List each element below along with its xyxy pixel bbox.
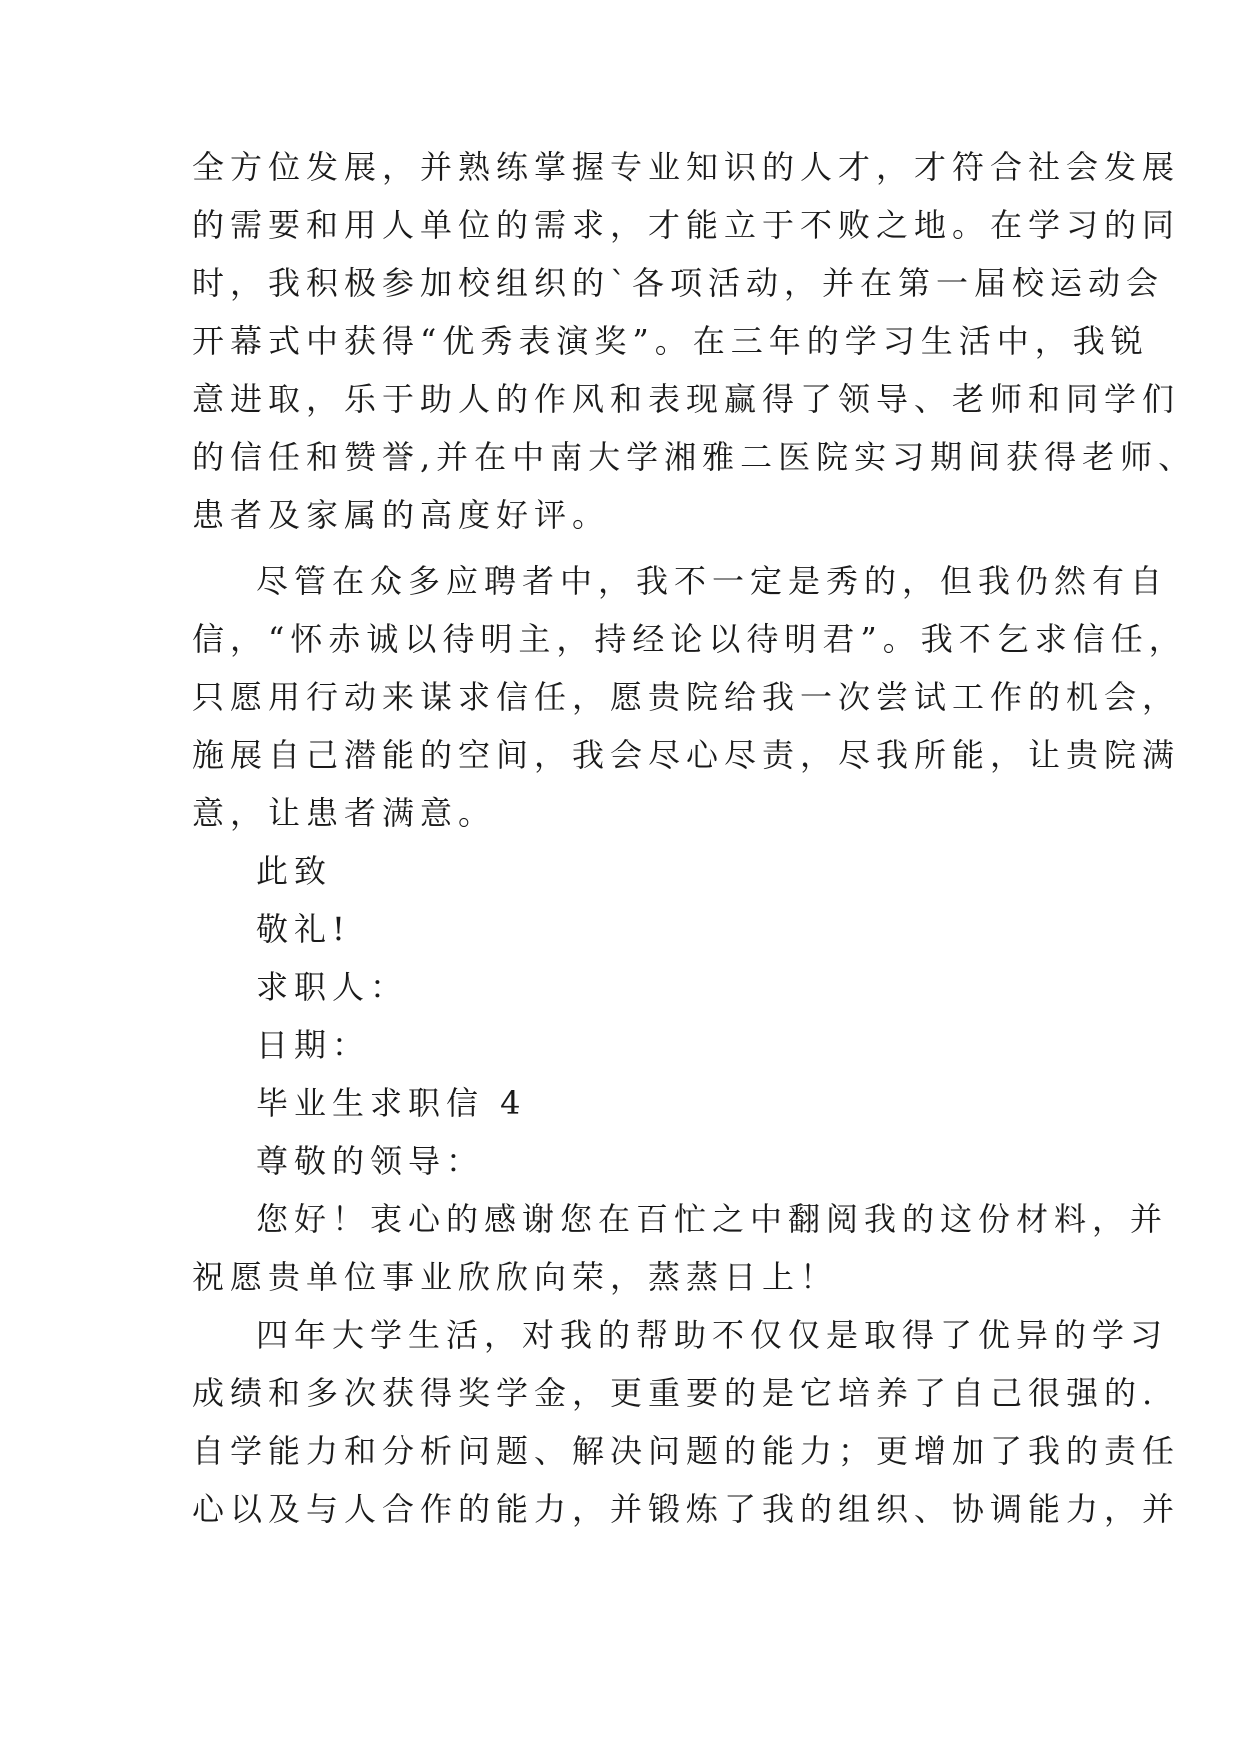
text-line: 四年大学生活，对我的帮助不仅仅是取得了优异的学习 [256,1316,1169,1354]
text-line: 尽管在众多应聘者中，我不一定是秀的，但我仍然有自 [256,562,1169,600]
paragraph [192,1306,1181,1538]
paragraph [192,552,1187,842]
text-line: 意，让患者满意。 [192,794,497,832]
document-page [192,138,1197,1538]
text-line: 成绩和多次获得奖学金，更重要的是它培养了自己很强的. [192,1374,1159,1412]
text-line: 患者及家属的高度好评。 [192,496,611,534]
letter-greeting: 尊敬的领导： [256,1142,485,1180]
text-line: 您好！衷心的感谢您在百忙之中翻阅我的这份材料，并 [256,1200,1169,1238]
text-line: 信，“怀赤诚以待明主，持经论以待明君”。我不乞求信任， [192,620,1187,658]
applicant-label: 求职人： [256,968,409,1006]
salutation: 此致 [256,852,333,890]
text-line: 施展自己潜能的空间，我会尽心尽责，尽我所能，让贵院满 [192,736,1181,774]
text-line: 只愿用行动来谋求信任，愿贵院给我一次尝试工作的机会， [192,678,1181,716]
letter-title: 毕业生求职信 4 [256,1084,527,1122]
letter-section [192,1074,1181,1538]
text-line: 开幕式中获得“优秀表演奖”。在三年的学习生活中，我锐 [192,322,1149,360]
paragraph [192,138,1197,544]
text-line: 祝愿贵单位事业欣欣向荣，蒸蒸日上！ [192,1258,839,1296]
text-line: 全方位发展，并熟练掌握专业知识的人才，才符合社会发展 [192,148,1181,186]
closing-block [192,842,1062,1074]
text-line: 意进取，乐于助人的作风和表现赢得了领导、老师和同学们 [192,380,1181,418]
date-label: 日期： [256,1026,371,1064]
text-line: 自学能力和分析问题、解决问题的能力；更增加了我的责任 [192,1432,1181,1470]
text-line: 的需要和用人单位的需求，才能立于不败之地。在学习的同 [192,206,1181,244]
text-line: 心以及与人合作的能力，并锻炼了我的组织、协调能力，并 [192,1490,1181,1528]
text-line: 的信任和赞誉,并在中南大学湘雅二医院实习期间获得老师、 [192,438,1197,476]
paragraph [192,1190,1169,1306]
regards: 敬礼! [256,910,351,948]
text-line: 时，我积极参加校组织的`各项活动，并在第一届校运动会 [192,264,1165,302]
